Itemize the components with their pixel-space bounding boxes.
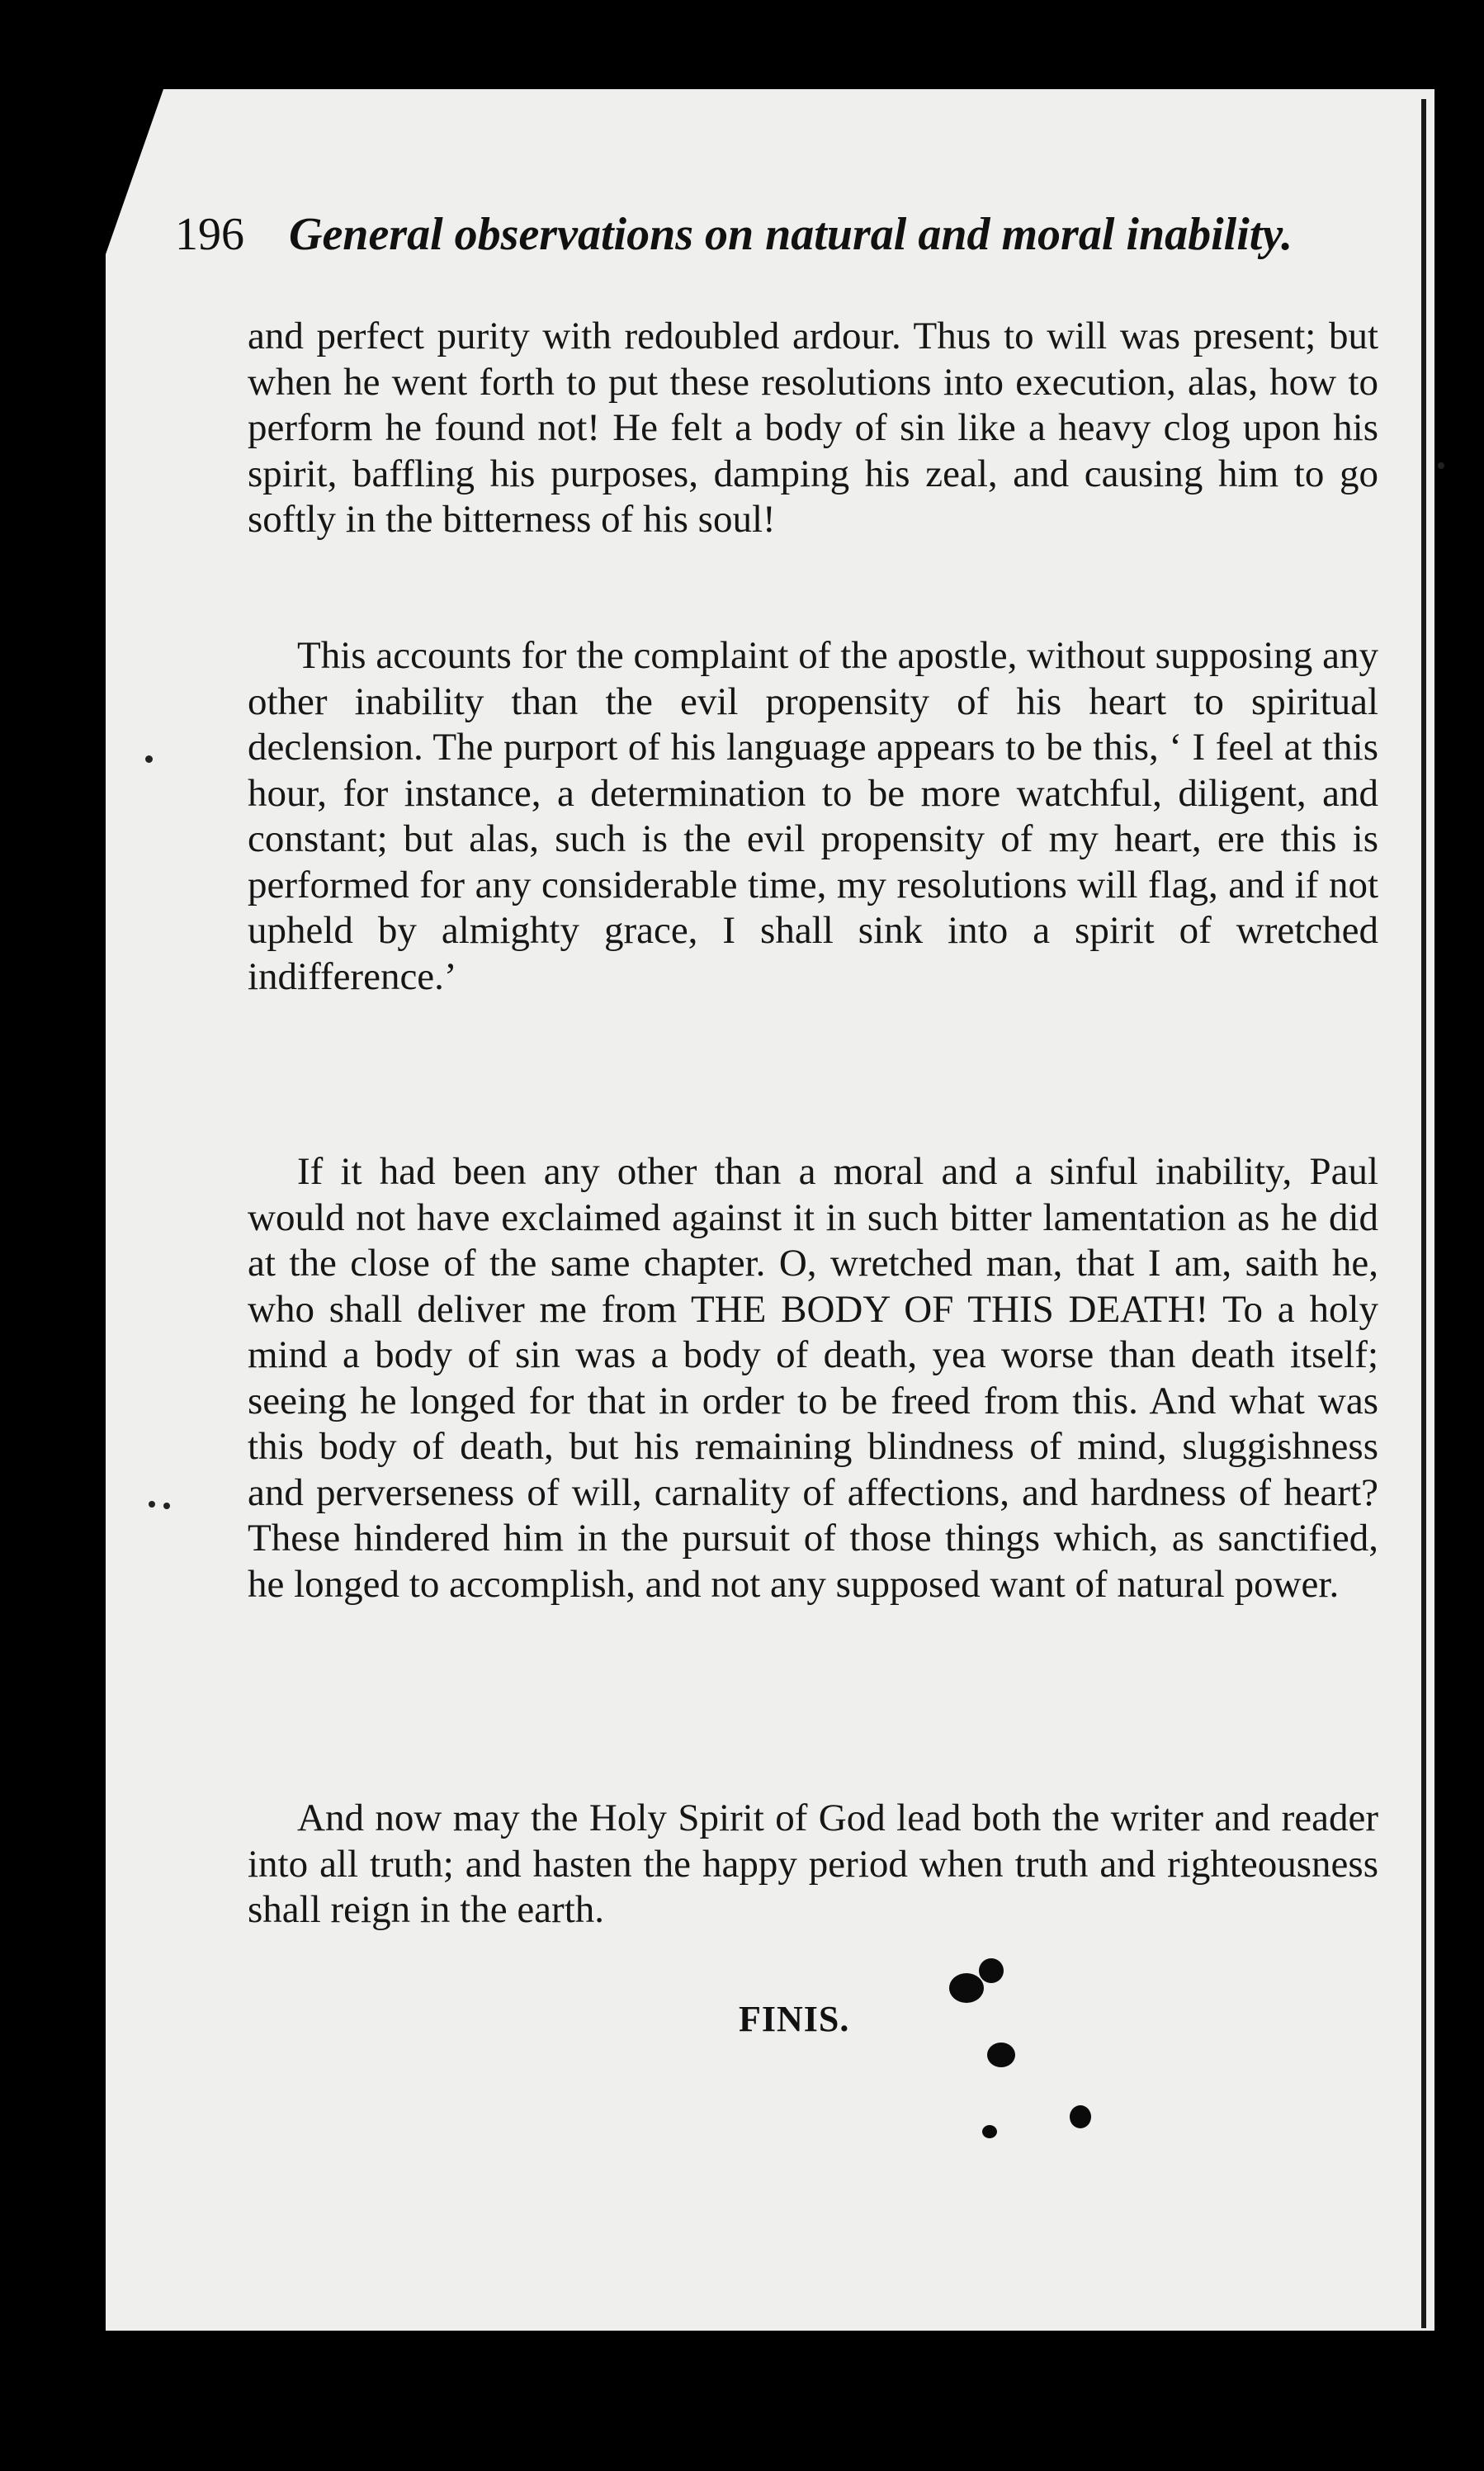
running-header <box>175 208 1363 261</box>
ink-blot <box>979 1958 1004 1983</box>
finis-mark: FINIS. <box>739 1999 850 2039</box>
ink-blot <box>987 2043 1015 2067</box>
ink-speck <box>149 1501 155 1508</box>
ink-speck <box>163 1503 170 1509</box>
paragraph-4: And now may the Holy Spirit of God lead both the writer and reader into all truth; and hasten the happy period when truth and righteousness shall reign in the earth. <box>248 1796 1378 1931</box>
ink-speck <box>1438 462 1444 469</box>
page-number: 196 <box>175 209 244 260</box>
ink-blot <box>982 2125 997 2138</box>
page-edge-divider <box>1421 99 1426 2328</box>
ink-blot <box>1070 2105 1091 2128</box>
paragraph-2: This accounts for the complaint of the apostle, without supposing any other inability than the evil propensity of his heart to spiritual declension. The purport of his language appears to be this, ‘ I feel at this hour, for instance, a determination to be more watchful, diligent, and constant; but alas, such is the evil propensity of my heart, ere this is performed for any considerable time, my resolutions will flag, and if not upheld by almighty grace, I shall sink into a spirit of wretched indifference.’ <box>248 634 1378 998</box>
ink-blot <box>949 1973 984 2003</box>
running-title: General observations on natural and moral inability. <box>289 209 1293 260</box>
ink-speck <box>145 755 153 763</box>
paragraph-1: and perfect purity with redoubled ardour. Thus to will was present; but when he went forth to put these resolutions into execution, alas, how to perform he found not! He felt a body of sin like a heavy clog upon his spirit, baffling his purposes, damping his zeal, and causing him to go softly in the bitterness of his soul! <box>248 315 1378 541</box>
paragraph-3: If it had been any other than a moral and a sinful inability, Paul would not have exclaimed against it in such bitter lamentation as he did at the close of the same chapter. O, wretched man, that I am, saith he, who shall deliver me from THE BODY OF THIS DEATH! To a holy mind a body of sin was a body of death, yea worse than death itself; seeing he longed for that in order to be freed from this. And what was this body of death, but his remaining blindness of mind, sluggishness and perverseness of will, carnality of affections, and hardness of heart? These hindered him in the pursuit of those things which, as sanctified, he longed to accomplish, and not any supposed want of natural power. <box>248 1150 1378 1606</box>
